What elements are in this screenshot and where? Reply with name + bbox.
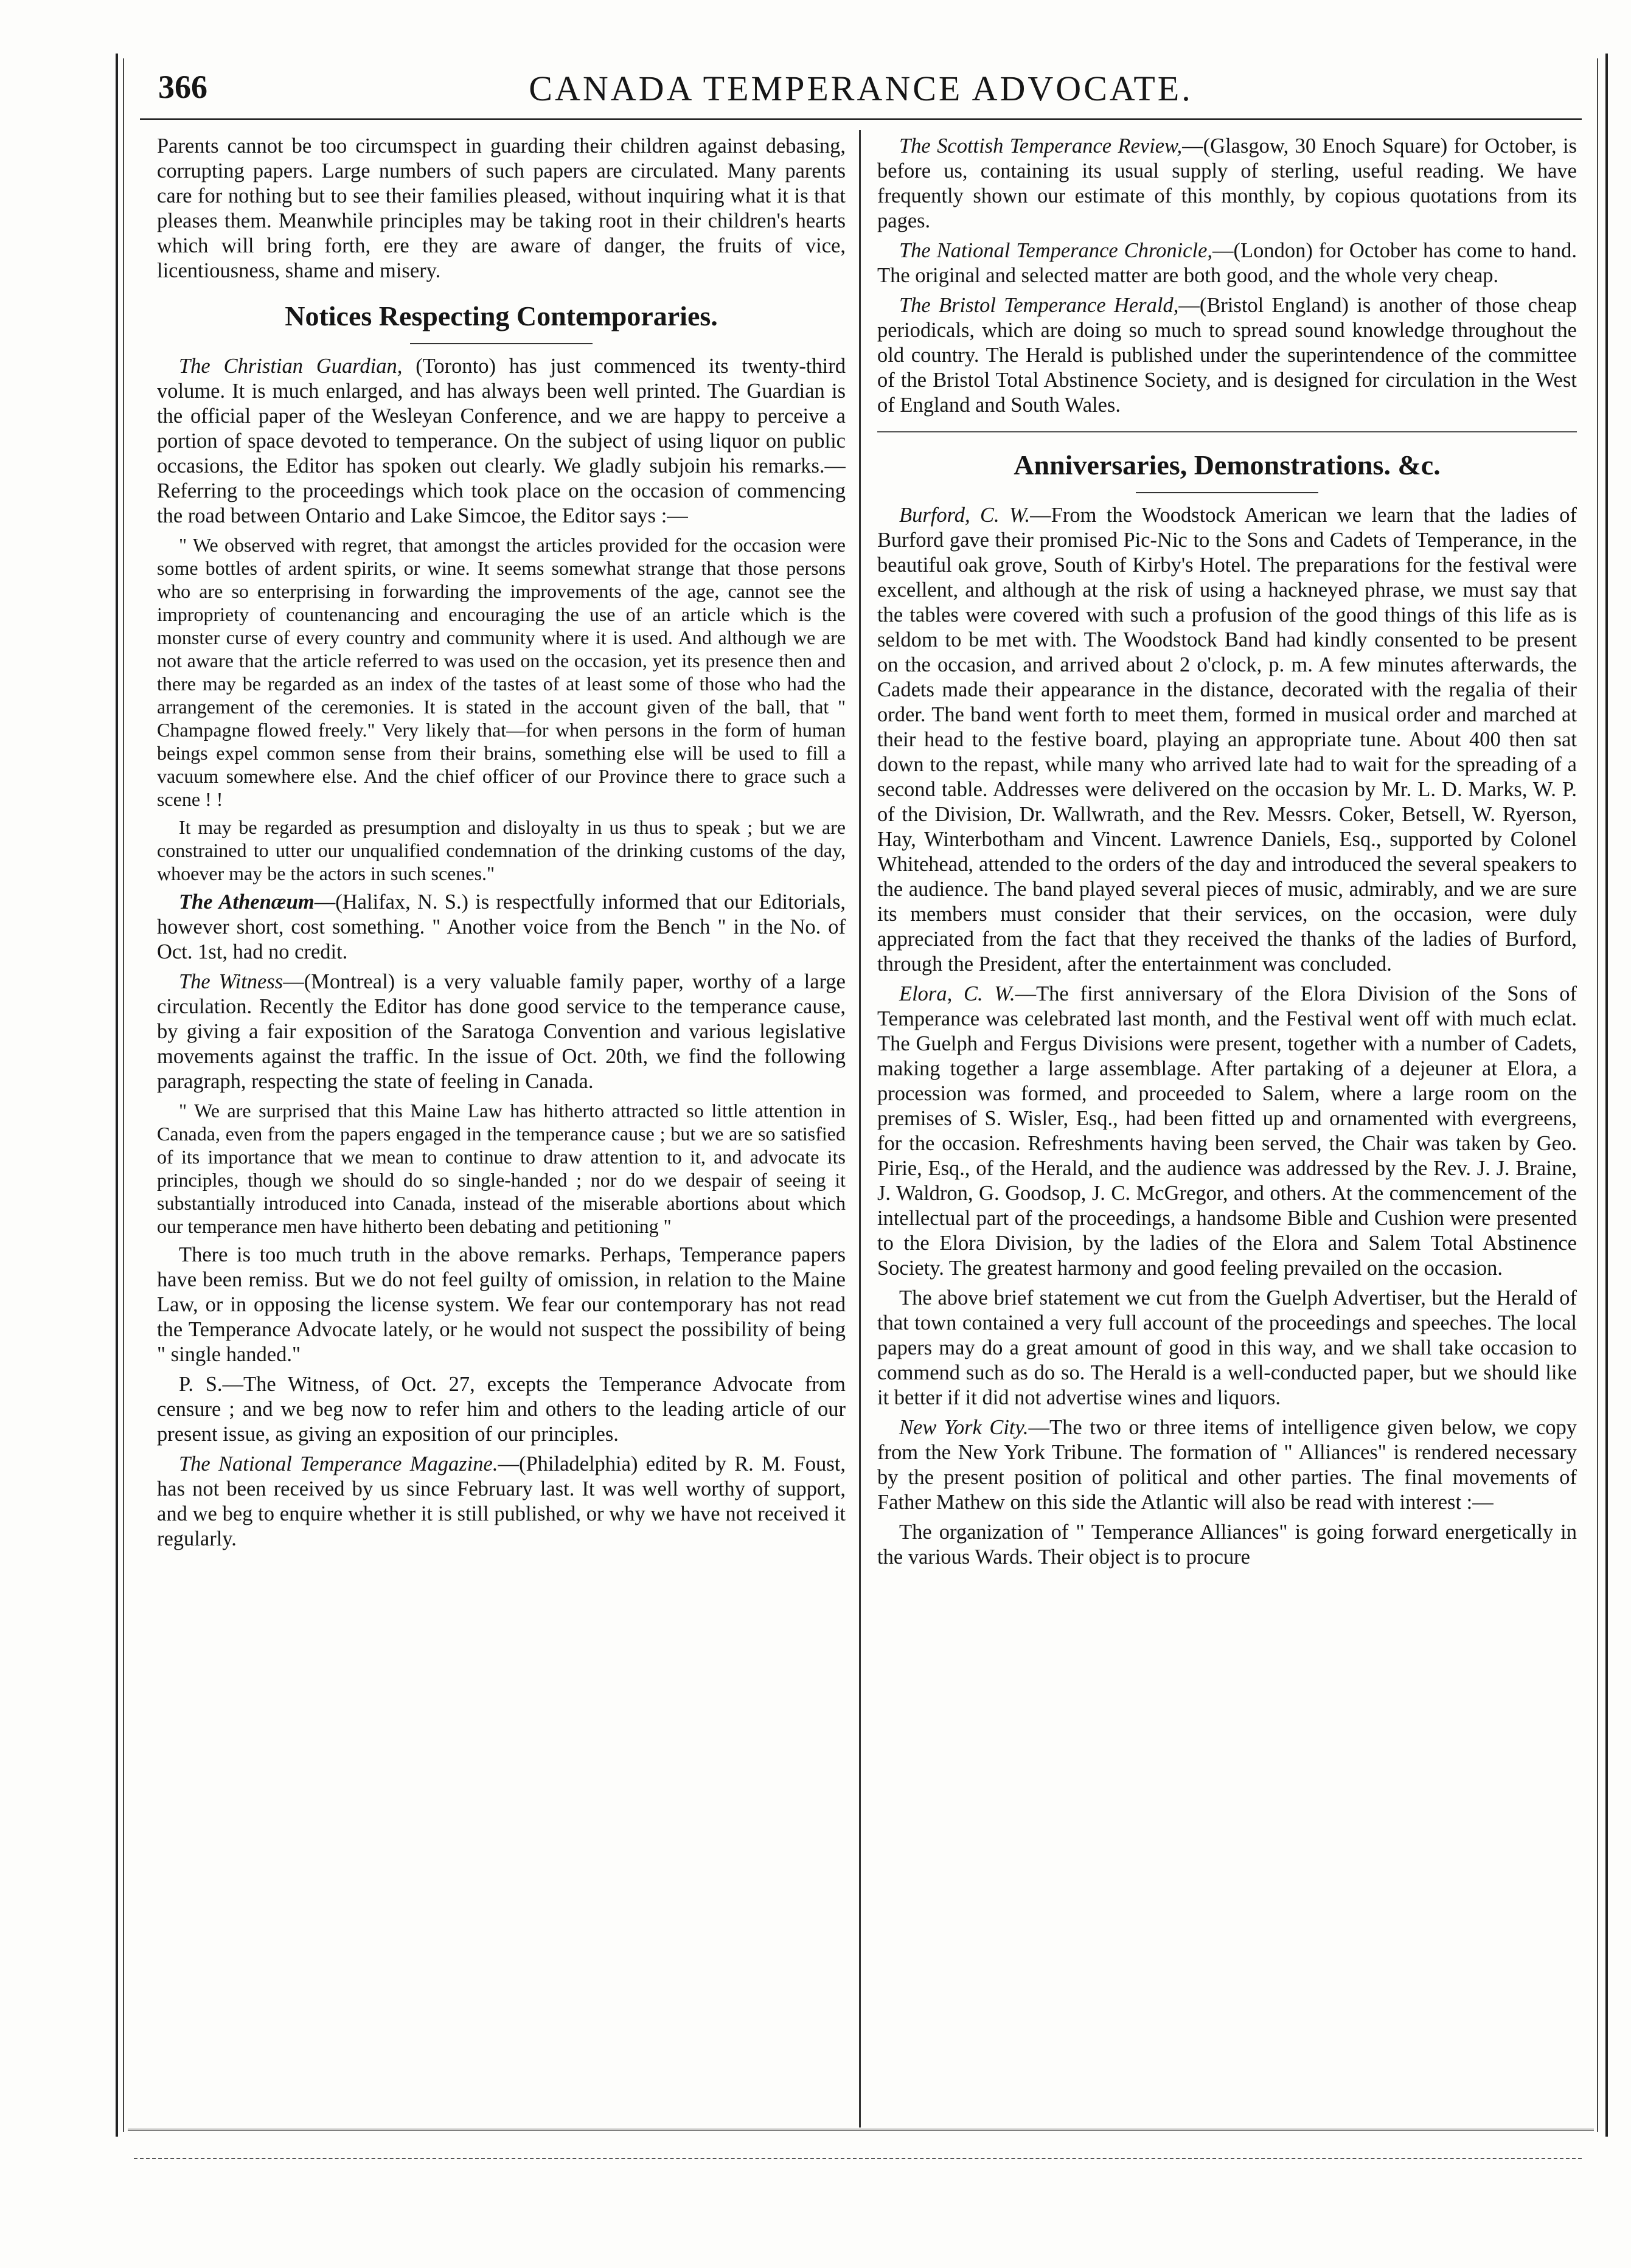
- page-number: 366: [158, 69, 207, 105]
- scottish-title: The Scottish Temperance Review,: [899, 134, 1183, 158]
- section-separator: [877, 431, 1577, 432]
- heading-rule: [410, 343, 593, 344]
- athenaeum-title: The Athenæum: [179, 890, 315, 914]
- footer-rule-dashed: [134, 2158, 1582, 2159]
- section-heading-anniversaries: Anniversaries, Demonstrations. &c.: [1014, 449, 1441, 480]
- witness-notice: [157, 969, 846, 1094]
- newyork-place: New York City.: [899, 1416, 1029, 1439]
- witness-text: —(Montreal) is a very valuable family paper, worthy of a large circulation. Recently the Editor has done good service to the temperance cause, by giving a fair exposition of the Saratoga Convention and various legislative movements against the traffic. In the issue of Oct. 20th, we find the following paragraph, respecting the state of feeling in Canada.: [157, 970, 846, 1093]
- bristol-text: —(Bristol England) is another of those cheap periodicals, which are doing so much to spread sound knowledge throughout the old country. The Herald is published under the superintendence of the committee of the Bristol Total Abstinence Society, and is designed for circulation in the West of England and South Wales.: [877, 294, 1577, 417]
- burford-text: —From the Woodstock American we learn that the ladies of Burford gave their promised Pic-Nic to the Sons and Cadets of Temperance, in the beautiful oak grove, South of Kirby's Hotel. The preparations for the festival were excellent, and although at the risk of using a hackneyed phrase, we must say that the tables were covered with such a profusion of the good things of this life as is seldom to be met with. The Woodstock Band had kindly consented to be present on the occasion, and arrived about 2 o'clock, p. m. A few minutes afterwards, the Cadets made their appearance in the distance, decorated with the regalia of their order. The band went forth to meet them, formed in musical order and marched at their head to the festive board, playing an appropriate tune. About 400 then sat down to the repast, while many who arrived late had to wait for the spreading of a second table. Addresses were delivered on the occasion by Mr. L. D. Marks, W. P. of the Division, Dr. Wallwrath, and the Rev. Messrs. Coker, Betsell, W. Ryerson, Hay, Winterbotham and Vincent. Lawrence Daniels, Esq., supported by Colonel Whitehead, attended to the orders of the day and introduced the several speakers to the audience. The band played several pieces of music, admirably, and we are sure its members must consider that their services, on the occasion, were duly appreciated from the fact that they received the thanks of the ladies of Burford, through the President, after the entertainment was concluded.: [877, 504, 1577, 976]
- scottish-notice: [877, 134, 1577, 234]
- left-column: [157, 134, 846, 2126]
- scottish-text: —(Glasgow, 30 Enoch Square) for October, is before us, containing its usual supply of sterling, useful reading. We have frequently shown our estimate of this monthly, by copious quotations from its pages.: [877, 134, 1577, 232]
- guelph-paragraph: The above brief statement we cut from the Guelph Advertiser, but the Herald of that town contained a very full account of the proceedings and speeches. The local papers may do a great amount of good in this way, and we shall take occasion to commend such as do so. The Herald is a well-conducted paper, but we should like it better if it did not advertise wines and liquors.: [877, 1286, 1577, 1409]
- guardian-quote: " We observed with regret, that amongst the articles provided for the occasion were some bottles of ardent spirits, or wine. It seems somewhat strange that those persons who are so enterprising in forwarding the improvements of the age, cannot see the impropriety of countenancing and encouraging the use of an article which is the monster curse of every country and community where it is used. And although we are not aware that the article referred to was used on the occasion, yet its presence then and there may be regarded as an index of the tastes of at least some of those who had the arrangement of the ceremonies. It is stated in the account given of the ball, that " Champagne flowed freely." Very likely that—for when persons in the form of human beings expel common sense from their brains, something else will be used to fill a vacuum somewhere else. And the chief officer of our Province there to grace such a scene ! !: [157, 534, 846, 810]
- athenaeum-text: —(Halifax, N. S.) is respectfully informed that our Editorials, however short, cost something. " Another voice from the Bench " in the No. of Oct. 1st, had no credit.: [157, 890, 846, 963]
- alliance-paragraph: The organization of " Temperance Alliances" is going forward energetically in the various Wards. Their object is to procure: [877, 1521, 1577, 1569]
- newyork-text: —The two or three items of intelligence given below, we copy from the New York Tribune. The formation of " Alliances" is rendered necessary by the present position of political and other parties. The final movements of Father Mathew on this side the Atlantic will also be read with interest :—: [877, 1416, 1577, 1514]
- guardian-quote-2: It may be regarded as presumption and disloyalty in us thus to speak ; but we are constrained to utter our unqualified condemnation of the drinking customs of the day, whoever may be the actors in such scenes.": [157, 816, 846, 884]
- ps-paragraph: P. S.—The Witness, of Oct. 27, excepts the Temperance Advocate from censure ; and we beg now to refer him and others to the leading article of our present issue, as giving an exposition of our principles.: [157, 1373, 846, 1446]
- masthead-title: CANADA TEMPERANCE ADVOCATE.: [529, 69, 1193, 108]
- burford-place: Burford, C. W.: [899, 504, 1031, 527]
- bristol-notice: [877, 293, 1577, 418]
- magazine-text: —(Philadelphia) edited by R. M. Foust, has not been received by us since February last. It was well worthy of support, and we beg to enquire whether it is still published, or why we have not received it regularly.: [157, 1452, 846, 1550]
- witness-reply: There is too much truth in the above remarks. Perhaps, Temperance papers have been remiss. But we do not feel guilty of omission, in relation to the Maine Law, or in opposing the license system. We fear our contemporary has not read the Temperance Advocate lately, or he would not suspect the possibility of being " single handed.": [157, 1243, 846, 1366]
- guardian-notice: [157, 354, 846, 529]
- athenaeum-notice: [157, 890, 846, 965]
- intro-paragraph: Parents cannot be too circumspect in guarding their children against debasing, corrupting papers. Large numbers of such papers are circulated. Many parents care for nothing but to see their families pleased, without inquiring what it is that pleases them. Meanwhile principles may be taking root in their children's hearts which will bring forth, ere they are aware of danger, the fruits of vice, licentiousness, shame and misery.: [157, 134, 846, 282]
- right-column: [877, 134, 1577, 2126]
- newyork-report: [877, 1415, 1577, 1515]
- magazine-notice: [157, 1452, 846, 1552]
- footer-rule: [128, 2129, 1594, 2133]
- heading-rule: [1136, 492, 1318, 493]
- guardian-title: The Christian Guardian,: [179, 355, 403, 378]
- elora-report: [877, 982, 1577, 1281]
- burford-report: [877, 503, 1577, 977]
- elora-text: —The first anniversary of the Elora Division of the Sons of Temperance was celebrated last month, and the Festival went off with much eclat. The Guelph and Fergus Divisions were present, together with a number of Cadets, making together a large assemblage. After partaking of a dejeuner at Elora, a procession was formed, and proceeded to Salem, where a large room on the premises of S. Wisler, Esq., had been fitted up and ornamented with evergreens, for the occasion. Refreshments having been served, the Chair was taken by Geo. Pirie, Esq., of the Herald, and the audience was addressed by the Rev. J. J. Braine, J. Waldron, G. Goodsop, J. C. McGregor, and others. At the commencement of the intellectual part of the proceedings, a handsome Bible and Cushion were presented to the Elora Division, by the ladies of the Elora and Salem Total Abstinence Society. The greatest harmony and good feeling prevailed on the occasion.: [877, 982, 1577, 1280]
- section-heading-contemporaries: Notices Respecting Contemporaries.: [285, 300, 718, 331]
- guardian-text: (Toronto) has just commenced its twenty-third volume. It is much enlarged, and has always been well printed. The Guardian is the official paper of the Wesleyan Conference, and we are happy to perceive a portion of space devoted to temperance. On the subject of using liquor on public occasions, the Editor has spoken out clearly. We gladly subjoin his remarks.—Referring to the proceedings which took place on the occasion of commencing the road between Ontario and Lake Simcoe, the Editor says :—: [157, 355, 846, 527]
- bristol-title: The Bristol Temperance Herald,: [899, 294, 1179, 317]
- column-divider: [859, 130, 861, 2128]
- chronicle-notice: [877, 238, 1577, 288]
- elora-place: Elora, C. W.: [899, 982, 1015, 1005]
- witness-title: The Witness: [179, 970, 283, 993]
- chronicle-title: The National Temperance Chronicle,: [899, 239, 1213, 262]
- witness-quote: " We are surprised that this Maine Law has hitherto attracted so little attention in Canada, even from the papers engaged in the temperance cause ; but we are so satisfied of its importance that we mean to continue to draw attention to it, and advocate its principles, though we should do so single-handed ; nor do we despair of seeing it substantially introduced into Canada, instead of the miserable abortions about which our temperance men have hitherto been debating and petitioning ": [157, 1100, 846, 1237]
- magazine-title: The National Temperance Magazine.: [179, 1452, 498, 1476]
- chronicle-text: —(London) for October has come to hand. The original and selected matter are both good, and the whole very cheap.: [877, 239, 1577, 287]
- header-rule: [140, 118, 1582, 122]
